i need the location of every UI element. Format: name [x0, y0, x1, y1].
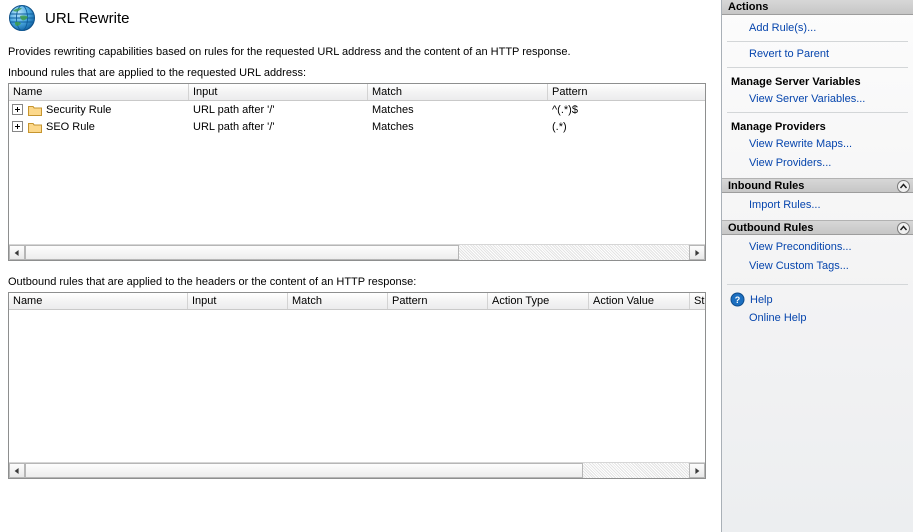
outbound-grid-body: [9, 310, 705, 462]
scroll-left-arrow-icon[interactable]: [9, 245, 25, 260]
column-header-stop[interactable]: St: [694, 295, 705, 307]
divider: [727, 41, 908, 42]
action-revert-to-parent[interactable]: Revert to Parent: [749, 48, 830, 60]
inbound-horizontal-scrollbar[interactable]: [9, 244, 705, 260]
online-help-link[interactable]: Online Help: [749, 312, 807, 324]
chevron-up-icon[interactable]: [896, 179, 911, 194]
section-inbound-rules[interactable]: [722, 178, 913, 193]
action-view-server-variables[interactable]: View Server Variables...: [749, 93, 866, 105]
page-header: [0, 0, 720, 34]
cell-text: SEO Rule: [46, 120, 95, 133]
column-header-match[interactable]: Match: [368, 84, 548, 100]
cell-text: Security Rule: [46, 103, 112, 116]
scroll-thumb[interactable]: [25, 463, 583, 478]
help-icon: [730, 292, 745, 307]
scroll-track[interactable]: [25, 245, 689, 260]
rule-match-cell: Matches: [372, 103, 414, 116]
rule-name-cell[interactable]: [9, 119, 189, 135]
rule-input-cell: URL path after '/': [193, 103, 275, 116]
outbound-grid-header: [9, 293, 705, 310]
action-import-rules[interactable]: Import Rules...: [749, 199, 821, 211]
column-header-name[interactable]: Name: [9, 84, 189, 100]
group-manage-providers: Manage Providers: [731, 121, 826, 133]
action-view-rewrite-maps[interactable]: View Rewrite Maps...: [749, 138, 853, 150]
action-view-providers[interactable]: View Providers...: [749, 157, 832, 169]
scroll-right-arrow-icon[interactable]: [689, 463, 705, 478]
inbound-rules-grid[interactable]: [8, 83, 706, 261]
column-header-pattern[interactable]: Pattern: [552, 86, 588, 98]
inbound-grid-header: [9, 84, 705, 101]
svg-text:?: ?: [734, 295, 741, 305]
column-header-input[interactable]: Input: [188, 293, 288, 309]
column-header-input[interactable]: Input: [189, 84, 368, 100]
outbound-rules-grid[interactable]: [8, 292, 706, 479]
column-header-match[interactable]: Match: [288, 293, 388, 309]
actions-panel: [721, 0, 913, 532]
globe-icon: [8, 4, 36, 32]
inbound-rules-label: Inbound rules that are applied to the requested URL address:: [8, 67, 307, 79]
column-header-action-type[interactable]: Action Type: [488, 293, 589, 309]
table-row[interactable]: [9, 118, 705, 135]
scroll-left-arrow-icon[interactable]: [9, 463, 25, 478]
rule-pattern-cell: (.*): [552, 120, 567, 133]
scroll-track[interactable]: [25, 463, 689, 478]
divider: [727, 284, 908, 285]
folder-icon: [28, 104, 42, 116]
column-header-pattern[interactable]: Pattern: [388, 293, 488, 309]
folder-icon: [28, 121, 42, 133]
page-title: URL Rewrite: [45, 9, 130, 27]
divider: [727, 112, 908, 113]
section-outbound-rules-label: Outbound Rules: [728, 222, 814, 234]
action-view-custom-tags[interactable]: View Custom Tags...: [749, 260, 849, 272]
expand-icon[interactable]: [12, 104, 23, 115]
help-link[interactable]: Help: [750, 293, 773, 306]
scroll-thumb[interactable]: [25, 245, 459, 260]
column-header-name[interactable]: Name: [9, 293, 188, 309]
action-add-rules[interactable]: Add Rule(s)...: [749, 22, 817, 34]
divider: [727, 67, 908, 68]
help-row[interactable]: [722, 288, 913, 309]
scroll-right-arrow-icon[interactable]: [689, 245, 705, 260]
chevron-up-icon[interactable]: [896, 221, 911, 236]
section-inbound-rules-label: Inbound Rules: [728, 180, 805, 192]
action-view-preconditions[interactable]: View Preconditions...: [749, 241, 852, 253]
page-description: Provides rewriting capabilities based on rules for the requested URL address and the content of an HTTP response.: [8, 46, 571, 58]
expand-icon[interactable]: [12, 121, 23, 132]
rule-input-cell: URL path after '/': [193, 120, 275, 133]
actions-title: Actions: [722, 0, 913, 15]
outbound-rules-label: Outbound rules that are applied to the headers or the content of an HTTP response:: [8, 276, 417, 288]
group-manage-server-variables: Manage Server Variables: [731, 76, 861, 88]
rule-match-cell: Matches: [372, 120, 414, 133]
inbound-grid-body: [9, 101, 705, 244]
outbound-horizontal-scrollbar[interactable]: [9, 462, 705, 478]
column-header-action-value[interactable]: Action Value: [589, 293, 690, 309]
table-row[interactable]: [9, 101, 705, 118]
rule-name-cell[interactable]: [9, 102, 189, 118]
section-outbound-rules[interactable]: [722, 220, 913, 235]
rule-pattern-cell: ^(.*)$: [552, 103, 578, 116]
